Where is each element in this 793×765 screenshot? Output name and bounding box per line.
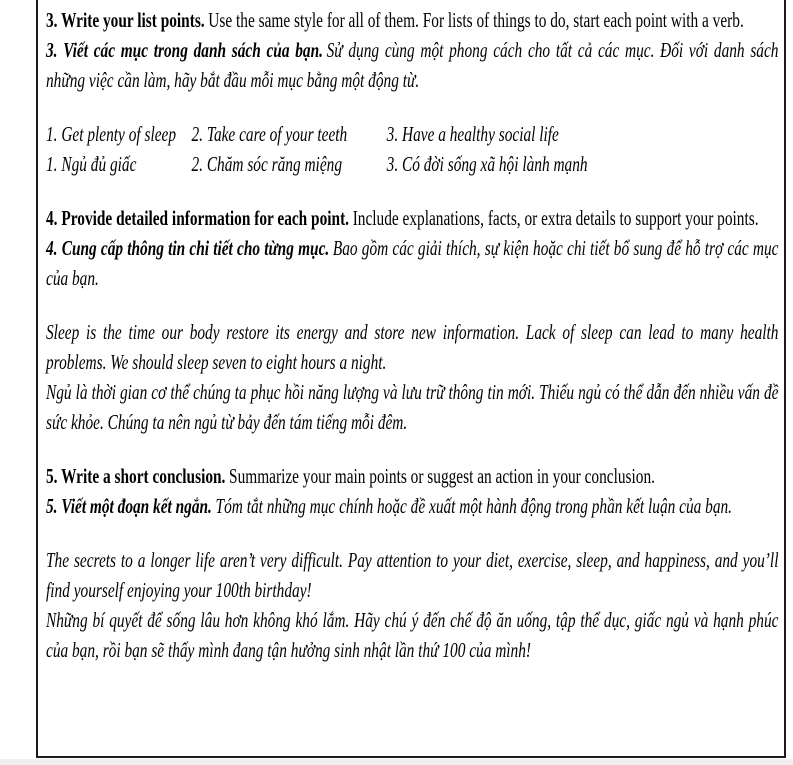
step4-paragraph-en [46,203,778,233]
list-point-vi-2: 2. Chăm sóc răng miệng [191,152,342,176]
step3-paragraph-en [46,5,778,35]
step5-paragraph-vi [46,491,778,521]
list-points-row-vi [46,149,778,179]
step5-paragraph-en [46,461,778,491]
document-content [46,5,778,665]
list-points-row-en [46,119,778,149]
list-point-vi-1: 1. Ngủ đủ giấc [46,152,137,176]
section-gap [46,179,778,203]
sleep-example-vi: Ngủ là thời gian cơ thể chúng ta phục hồi năng lượng và lưu trữ thông tin mới. Thiếu ngủ có thể dẫn đến nhiều vấn đề sức khỏe. Chúng ta nên ngủ từ bảy đến tám tiếng mỗi đêm. [46,380,779,434]
conclusion-example-vi: Những bí quyết để sống lâu hơn không khó lắm. Hãy chú ý đến chế độ ăn uống, tập thể dục, giấc ngủ và hạnh phúc của bạn, rồi bạn sẽ thấy mình đang tận hưởng sinh nhật lần thứ 100 của mình! [46,608,779,662]
step4-heading-en: 4. Provide detailed information for each point. [46,206,350,230]
step3-heading-vi: 3. Viết các mục trong danh sách của bạn. [46,38,323,62]
section-gap [46,95,778,119]
step3-body-en: Use the same style for all of them. For lists of things to do, start each point with a verb. [208,8,744,32]
sleep-example-en: Sleep is the time our body restore its energy and store new information. Lack of sleep can lead to many health problems. We should sleep seven to eight hours a night. [46,320,779,374]
list-point-en-2: 2. Take care of your teeth [191,122,348,146]
conclusion-example-en: The secrets to a longer life aren’t very difficult. Pay attention to your diet, exercise, sleep, and happiness, and you’ll find yourself enjoying your 100th birthday! [46,548,779,602]
section-gap [46,521,778,545]
section-gap [46,437,778,461]
step4-paragraph-vi [46,233,778,293]
step5-heading-vi: 5. Viết một đoạn kết ngắn. [46,494,212,518]
list-point-vi-3: 3. Có đời sống xã hội lành mạnh [386,152,588,176]
section-gap [46,293,778,317]
list-point-en-1: 1. Get plenty of sleep [46,122,177,146]
step3-body-vi: Sử dụng cùng một phong cách cho tất cả các mục. Đối với danh sách những việc cần làm, hãy bắt đầu mỗi mục bằng một động từ. [46,38,779,92]
step3-heading-en: 3. Write your list points. [46,8,205,32]
step4-body-en: Include explanations, facts, or extra details to support your points. [352,206,759,230]
step5-body-en: Summarize your main points or suggest an action in your conclusion. [229,464,655,488]
document-page-frame [36,0,786,758]
list-point-en-3: 3. Have a healthy social life [386,122,559,146]
step5-body-vi: Tóm tắt những mục chính hoặc đề xuất một hành động trong phần kết luận của bạn. [215,494,733,518]
step4-body-vi: Bao gồm các giải thích, sự kiện hoặc chi tiết bổ sung để hỗ trợ các mục của bạn. [46,236,779,290]
step3-paragraph-vi [46,35,778,95]
step5-heading-en: 5. Write a short conclusion. [46,464,226,488]
bottom-background-strip [0,759,793,765]
step4-heading-vi: 4. Cung cấp thông tin chi tiết cho từng mục. [46,236,330,260]
